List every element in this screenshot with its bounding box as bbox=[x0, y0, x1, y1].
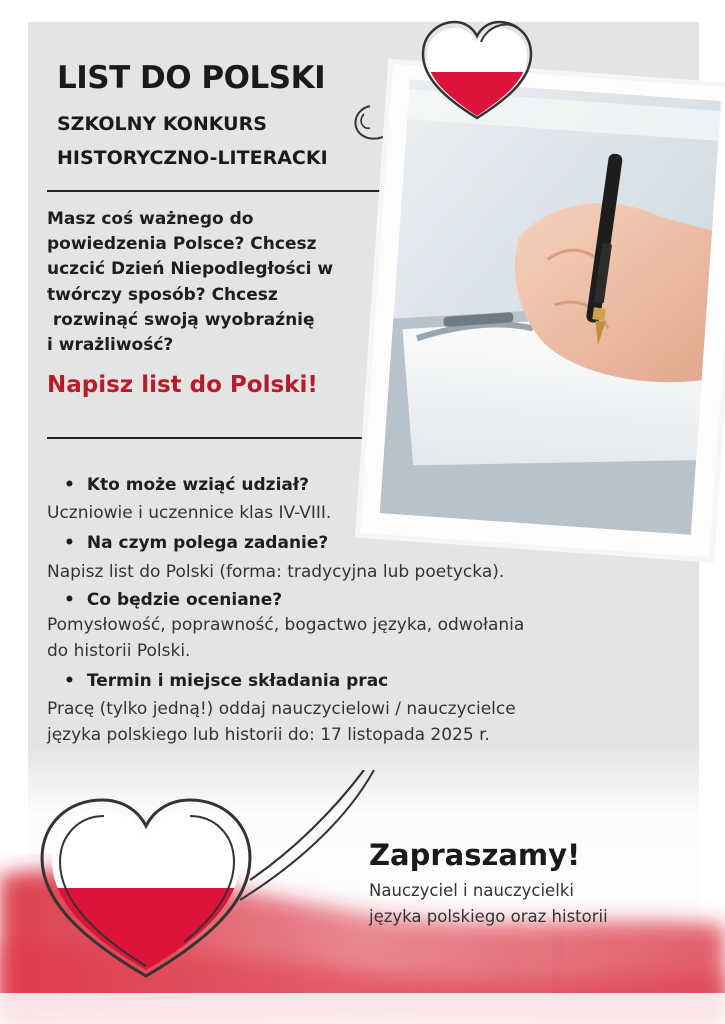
invitation-heading: Zapraszamy! bbox=[369, 838, 581, 872]
answer-deadline-line-2: języka polskiego lub historii do: 17 listopada 2025 r. bbox=[47, 725, 490, 745]
intro-line: twórczy sposób? Chcesz bbox=[47, 284, 278, 305]
answer-evaluation-line-2: do historii Polski. bbox=[47, 641, 191, 661]
intro-line: uczcić Dzień Niepodległości w bbox=[47, 259, 334, 280]
call-to-action: Napisz list do Polski! bbox=[47, 372, 318, 398]
pen-hand-photo bbox=[380, 79, 722, 535]
signature-line-2: języka polskiego oraz historii bbox=[369, 907, 608, 926]
intro-paragraph bbox=[47, 207, 407, 358]
answer-deadline bbox=[47, 696, 516, 748]
question-task: • Na czym polega zadanie? bbox=[64, 533, 328, 553]
subtitle-line-2: HISTORYCZNO-LITERACKI bbox=[57, 147, 328, 169]
divider-top bbox=[47, 190, 397, 192]
divider-bottom bbox=[47, 437, 397, 439]
question-deadline: • Termin i miejsce składania prac bbox=[64, 671, 388, 691]
intro-line: rozwinąć swoją wyobraźnię bbox=[47, 309, 315, 330]
answer-evaluation bbox=[47, 612, 524, 664]
intro-line: powiedzenia Polsce? Chcesz bbox=[47, 234, 317, 255]
subtitle-line-1: SZKOLNY KONKURS bbox=[57, 113, 267, 135]
answer-who: Uczniowie i uczennice klas IV-VIII. bbox=[47, 503, 332, 523]
question-who: • Kto może wziąć udział? bbox=[64, 475, 309, 495]
signature bbox=[369, 878, 608, 930]
heart-flag-icon bbox=[14, 770, 384, 985]
intro-line: Masz coś ważnego do bbox=[47, 209, 254, 229]
answer-deadline-line-1: Pracę (tylko jedną!) oddaj nauczycielowi / nauczycielce bbox=[47, 699, 516, 719]
answer-task: Napisz list do Polski (forma: tradycyjna lub poetycka). bbox=[47, 562, 505, 582]
question-evaluation: • Co będzie oceniane? bbox=[64, 590, 282, 610]
heart-flag-icon bbox=[417, 16, 537, 128]
signature-line-1: Nauczyciel i nauczycielki bbox=[369, 881, 574, 900]
answer-evaluation-line-1: Pomysłowość, poprawność, bogactwo języka, odwołania bbox=[47, 615, 525, 635]
photo-frame bbox=[360, 64, 725, 557]
page-title: LIST DO POLSKI bbox=[57, 60, 326, 96]
intro-line: i wrażliwość? bbox=[47, 335, 174, 356]
